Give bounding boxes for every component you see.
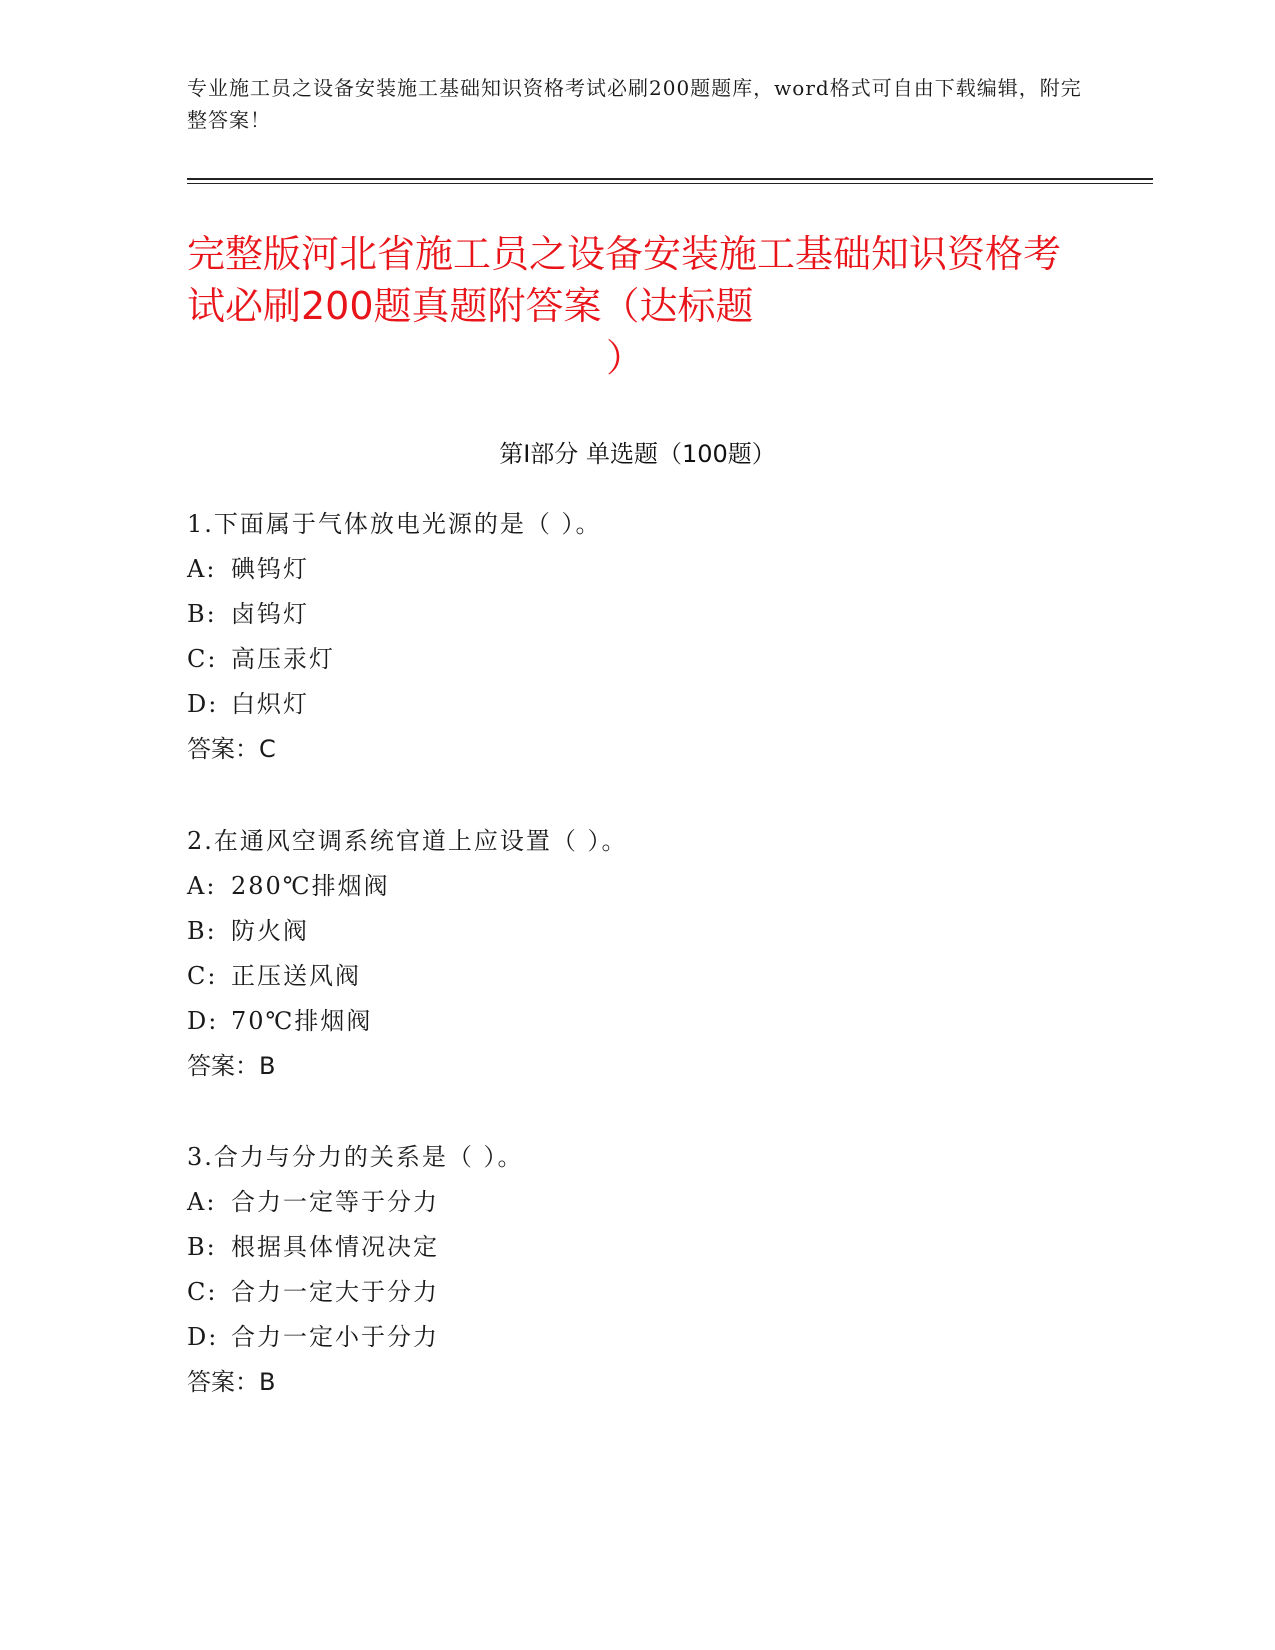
option-text: 根据具体情况决定 <box>231 1233 439 1261</box>
option-c <box>187 954 1087 999</box>
question-stem: 3.合力与分力的关系是（ ）。 <box>187 1143 524 1171</box>
header-divider-thick <box>187 178 1153 180</box>
option-key: D: <box>187 690 219 718</box>
option-a <box>187 864 1087 909</box>
header-note: 专业施工员之设备安装施工基础知识资格考试必刷200题题库，word格式可自由下载编辑，附完整答案！ <box>187 76 1082 132</box>
option-key: D: <box>187 1323 219 1351</box>
option-b <box>187 1225 1087 1270</box>
option-key: A: <box>187 1188 217 1216</box>
option-b <box>187 592 1087 637</box>
option-key: B: <box>187 1233 217 1261</box>
option-d <box>187 1315 1087 1360</box>
question-2 <box>187 819 1087 1089</box>
option-key: C: <box>187 645 218 673</box>
option-text: 合力一定大于分力 <box>231 1278 439 1306</box>
option-text: 卤钨灯 <box>231 600 309 628</box>
option-b <box>187 909 1087 954</box>
document-title <box>187 228 1087 384</box>
option-text: 碘钨灯 <box>231 555 309 583</box>
option-d <box>187 999 1087 1044</box>
option-key: A: <box>187 872 217 900</box>
option-key: C: <box>187 1278 218 1306</box>
answer: 答案：B <box>187 1052 276 1080</box>
header-divider-thin <box>187 183 1153 184</box>
option-text: 70℃排烟阀 <box>231 1007 373 1035</box>
document-title-main: 完整版河北省施工员之设备安装施工基础知识资格考试必刷200题真题附答案（达标题 <box>187 232 1062 328</box>
option-text: 280℃排烟阀 <box>231 872 390 900</box>
option-text: 白炽灯 <box>231 690 309 718</box>
document-title-closing: ） <box>605 336 644 380</box>
option-a <box>187 1180 1087 1225</box>
option-key: C: <box>187 962 218 990</box>
option-c <box>187 637 1087 682</box>
option-key: D: <box>187 1007 219 1035</box>
option-key: B: <box>187 600 217 628</box>
option-text: 高压汞灯 <box>231 645 335 673</box>
question-1 <box>187 502 1087 772</box>
question-stem: 2.在通风空调系统官道上应设置（ ）。 <box>187 827 628 855</box>
option-a <box>187 547 1087 592</box>
option-text: 合力一定小于分力 <box>231 1323 439 1351</box>
option-c <box>187 1270 1087 1315</box>
answer: 答案：B <box>187 1368 276 1396</box>
option-d <box>187 682 1087 727</box>
option-text: 合力一定等于分力 <box>231 1188 439 1216</box>
section-heading: 第Ⅰ部分 单选题（100题） <box>499 440 776 468</box>
question-stem: 1.下面属于气体放电光源的是（ ）。 <box>187 510 602 538</box>
option-key: B: <box>187 917 217 945</box>
option-key: A: <box>187 555 217 583</box>
option-text: 防火阀 <box>231 917 309 945</box>
question-3 <box>187 1135 1087 1405</box>
answer: 答案：C <box>187 735 276 763</box>
option-text: 正压送风阀 <box>231 962 361 990</box>
